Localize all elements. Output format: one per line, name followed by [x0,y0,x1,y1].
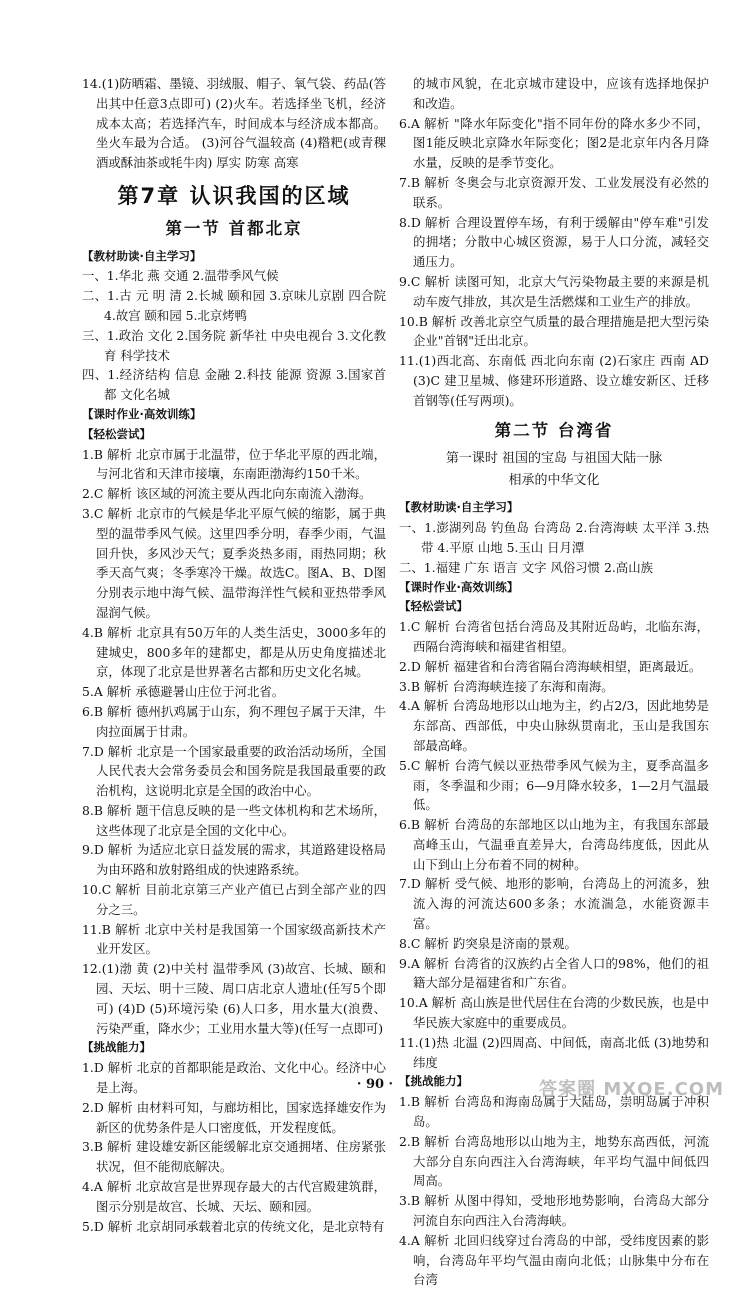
answer-item: 8.D 解析 合理设置停车场，有利于缓解由"停车难"引发的拥堵；分散中心城区资源，易于人口分流，减轻交通压力。 [399,214,709,270]
right-column [399,74,709,1290]
answer-item: 12.(1)渤 黄 (2)中关村 温带季风 (3)故宫、长城、颐和园、天坛、明十三陵、周口店北京人遗址(任写5个即可) (4)D (5)环境污染 (6)人口多，用水量大(浪费、污染严重，降水少；工业用水量大等)(任写一点即可) [82,961,386,1036]
lesson-title-line-1: 第一课时 祖国的宝岛 与祖国大陆一脉 [445,451,663,467]
study-item-1: 一、1.澎湖列岛 钓鱼岛 台湾岛 2.台湾海峡 太平洋 3.热带 4.平原 山地 5.玉山 日月潭 [399,520,709,555]
answer-item: 7.D 解析 北京是一个国家最重要的政治活动场所，全国人民代表大会常务委员会和国务院是我国最重要的政治机构，这说明北京是全国的政治中心。 [82,743,386,799]
answer-item: 7.D 解析 受气候、地形的影响，台湾岛上的河流多，独流入海的河流达600多条；水流湍急，水能资源丰富。 [399,876,709,932]
answer-item: 1.B 解析 北京市属于北温带，位于华北平原的西北端，与河北省和天津市接壤，东南距渤海约150千米。 [82,446,386,482]
answer-item: 4.A 解析 台湾岛地形以山地为主，约占2/3，因此地势是东部高、西部低，中央山脉纵贯南北，玉山是我国东部最高峰。 [399,698,709,753]
answer-item: 5.A 解析 承德避暑山庄位于河北省。 [82,684,285,700]
answer-14: 14.(1)防晒霜、墨镜、羽绒服、帽子、氧气袋、药品(答出其中任意3点即可) (2)火车。若选择坐飞机，经济成本太高；若选择汽车，时间成本与经济成本都高。坐火车最为合适。 (3)河谷气温较高 (4)糌粑(或青稞酒或酥油茶或牦牛肉) 厚实 防寒 高寒 [82,76,386,171]
watermark-logo: 答案圈 MXQE.COM [539,1079,724,1100]
study-item-2: 二、1.古 元 明 清 2.长城 颐和园 3.京味儿京剧 四合院 4.故宫 颐和园 5.北京烤鸭 [82,288,386,323]
study-item-4: 四、1.经济结构 信息 金融 2.科技 能源 资源 3.国家首都 文化名城 [82,367,386,403]
answer-item: 4.A 解析 北回归线穿过台湾岛的中部，受纬度因素的影响，台湾岛年平均气温由南向北低；山脉集中分布在台湾 [399,1232,709,1288]
answer-item: 11.B 解析 北京中关村是我国第一个国家级高新技术产业开发区。 [82,921,386,957]
chapter-title: 第7章 认识我国的区域 [117,183,351,208]
bar-easy-try: 【轻松尝试】 [82,426,151,441]
answer-item: 8.B 解析 题干信息反映的是一些文体机构和艺术场所，这些体现了北京是全国的文化中心。 [82,802,386,838]
answer-item: 10.B 解析 改善北京空气质量的最合理措施是把大型污染企业"首钢"迁出北京。 [399,313,709,349]
bar-textbook-guide: 【教材助读·自主学习】 [82,248,202,263]
answer-item: 11.(1)西北高、东南低 西北向东南 (2)石家庄 西南 AD (3)C 建卫星城、修建环形道路、设立雄安新区、迁移首钢等(任写两项)。 [399,353,709,408]
answer-item: 4.A 解析 北京故宫是世界现存最大的古代宫殿建筑群，图示分别是故宫、长城、天坛、颐和园。 [82,1179,386,1214]
bar-challenge: 【挑战能力】 [399,1074,468,1089]
answer-item: 10.C 解析 目前北京第三产业产值已占到全部产业的四分之三。 [82,882,386,917]
answer-item: 6.B 解析 台湾岛的东部地区以山地为主，有我国东部最高峰玉山，气温垂直差异大，台湾岛纬度低，因此从山下到山上分布着不同的树种。 [399,817,709,872]
bar-textbook-guide: 【教材助读·自主学习】 [399,500,519,515]
bar-homework: 【课时作业·高效训练】 [399,579,519,594]
answer-item: 5.C 解析 台湾气候以亚热带季风气候为主，夏季高温多雨，冬季温和少雨；6—9月降水较多，1—2月气温最低。 [399,757,709,813]
left-column [82,74,386,1236]
answer-item: 7.B 解析 冬奥会与北京资源开发、工业发展没有必然的联系。 [399,174,709,210]
bar-challenge: 【挑战能力】 [82,1040,151,1055]
answer-item: 2.B 解析 台湾岛地形以山地为主，地势东高西低，河流大部分自东向西注入台湾海峡，年平均气温中间低四周高。 [399,1133,709,1189]
study-item-1: 一、1.华北 燕 交通 2.温带季风气候 [82,268,279,284]
answer-item: 6.A 解析 "降水年际变化"指不同年份的降水多少不同，图1能反映北京降水年际变化；图2是北京年内各月降水量，反映的是季节变化。 [399,115,709,171]
answer-item: 4.B 解析 北京具有50万年的人类生活史，3000多年的建城史，800多年的建都史，都是从历史角度描述北京，体现了北京是世界著名古都和历史文化名城。 [82,624,386,680]
lesson-title [399,448,709,492]
answer-item: 9.A 解析 台湾省的汉族约占全省人口的98%，他们的祖籍大部分是福建省和广东省。 [399,955,709,991]
answer-item: 3.B 解析 从图中得知，受地形地势影响，台湾岛大部分河流自东向西注入台湾海峡。 [399,1193,709,1229]
page-number: · 90 · [356,1077,394,1092]
answer-item: 9.D 解析 为适应北京日益发展的需求，其道路建设格局为由环路和放射路组成的快速路系统。 [82,842,386,878]
answer-item: 10.A 解析 高山族是世代居住在台湾的少数民族，也是中华民族大家庭中的重要成员。 [399,995,709,1031]
answer-item: 2.D 解析 福建省和台湾省隔台湾海峡相望，距离最近。 [399,658,702,674]
answer-item: 3.B 解析 台湾海峡连接了东海和南海。 [399,678,614,694]
study-item-2: 二、1.福建 广东 语言 文字 风俗习惯 2.高山族 [399,559,653,575]
answer-item: 6.B 解析 德州扒鸡属于山东，狗不理包子属于天津，牛肉拉面属于甘肃。 [82,703,386,739]
answer-item: 3.C 解析 北京市的气候是华北平原气候的缩影，属于典型的温带季风气候。这里四季分明，春季少雨，气温回升快，多风沙天气；夏季炎热多雨，雨热同期；秋季天高气爽；冬季寒冷干燥。故选C。图A、B、D图分别表示地中海气候、温带海洋性气候和亚热带季风湿润气候。 [82,505,386,620]
answer-item: 9.C 解析 读图可知，北京大气污染物最主要的来源是机动车废气排放，其次是生活燃煤和工业生产的排放。 [399,273,709,309]
answer-item: 8.C 解析 趵突泉是济南的景观。 [399,935,577,951]
section-title-taiwan: 第二节 台湾省 [494,420,614,440]
answer-item: 11.(1)热 北温 (2)四周高、中间低，南高北低 (3)地势和纬度 [399,1034,709,1070]
answer-continued: 的城市风貌，在北京城市建设中，应该有选择地保护和改造。 [413,76,709,111]
answer-item: 1.B 解析 台湾岛和海南岛属于大陆岛，崇明岛属于冲积岛。 [399,1094,709,1130]
bar-easy-try: 【轻松尝试】 [399,599,468,614]
section-title-beijing: 第一节 首都北京 [165,218,303,238]
answer-item: 1.C 解析 台湾省包括台湾岛及其附近岛屿，北临东海，西隔台湾海峡和福建省相望。 [399,619,709,654]
answer-item: 1.D 解析 北京的首都职能是政治、文化中心。经济中心是上海。 [82,1060,386,1096]
answer-item: 2.D 解析 由材料可知，与廊坊相比，国家选择雄安作为新区的优势条件是人口密度低，开发程度低。 [82,1099,386,1135]
answer-item: 3.B 解析 建设雄安新区能缓解北京交通拥堵、住房紧张状况，但不能彻底解决。 [82,1139,386,1175]
bar-homework: 【课时作业·高效训练】 [82,406,202,421]
answer-item: 5.D 解析 北京胡同承载着北京的传统文化，是北京特有 [82,1218,385,1234]
lesson-title-line-2: 相承的中华文化 [508,473,600,489]
answer-item: 2.C 解析 该区域的河流主要从西北向东南流入渤海。 [82,486,372,502]
study-item-3: 三、1.政治 文化 2.国务院 新华社 中央电视台 3.文化教育 科学技术 [82,327,386,363]
